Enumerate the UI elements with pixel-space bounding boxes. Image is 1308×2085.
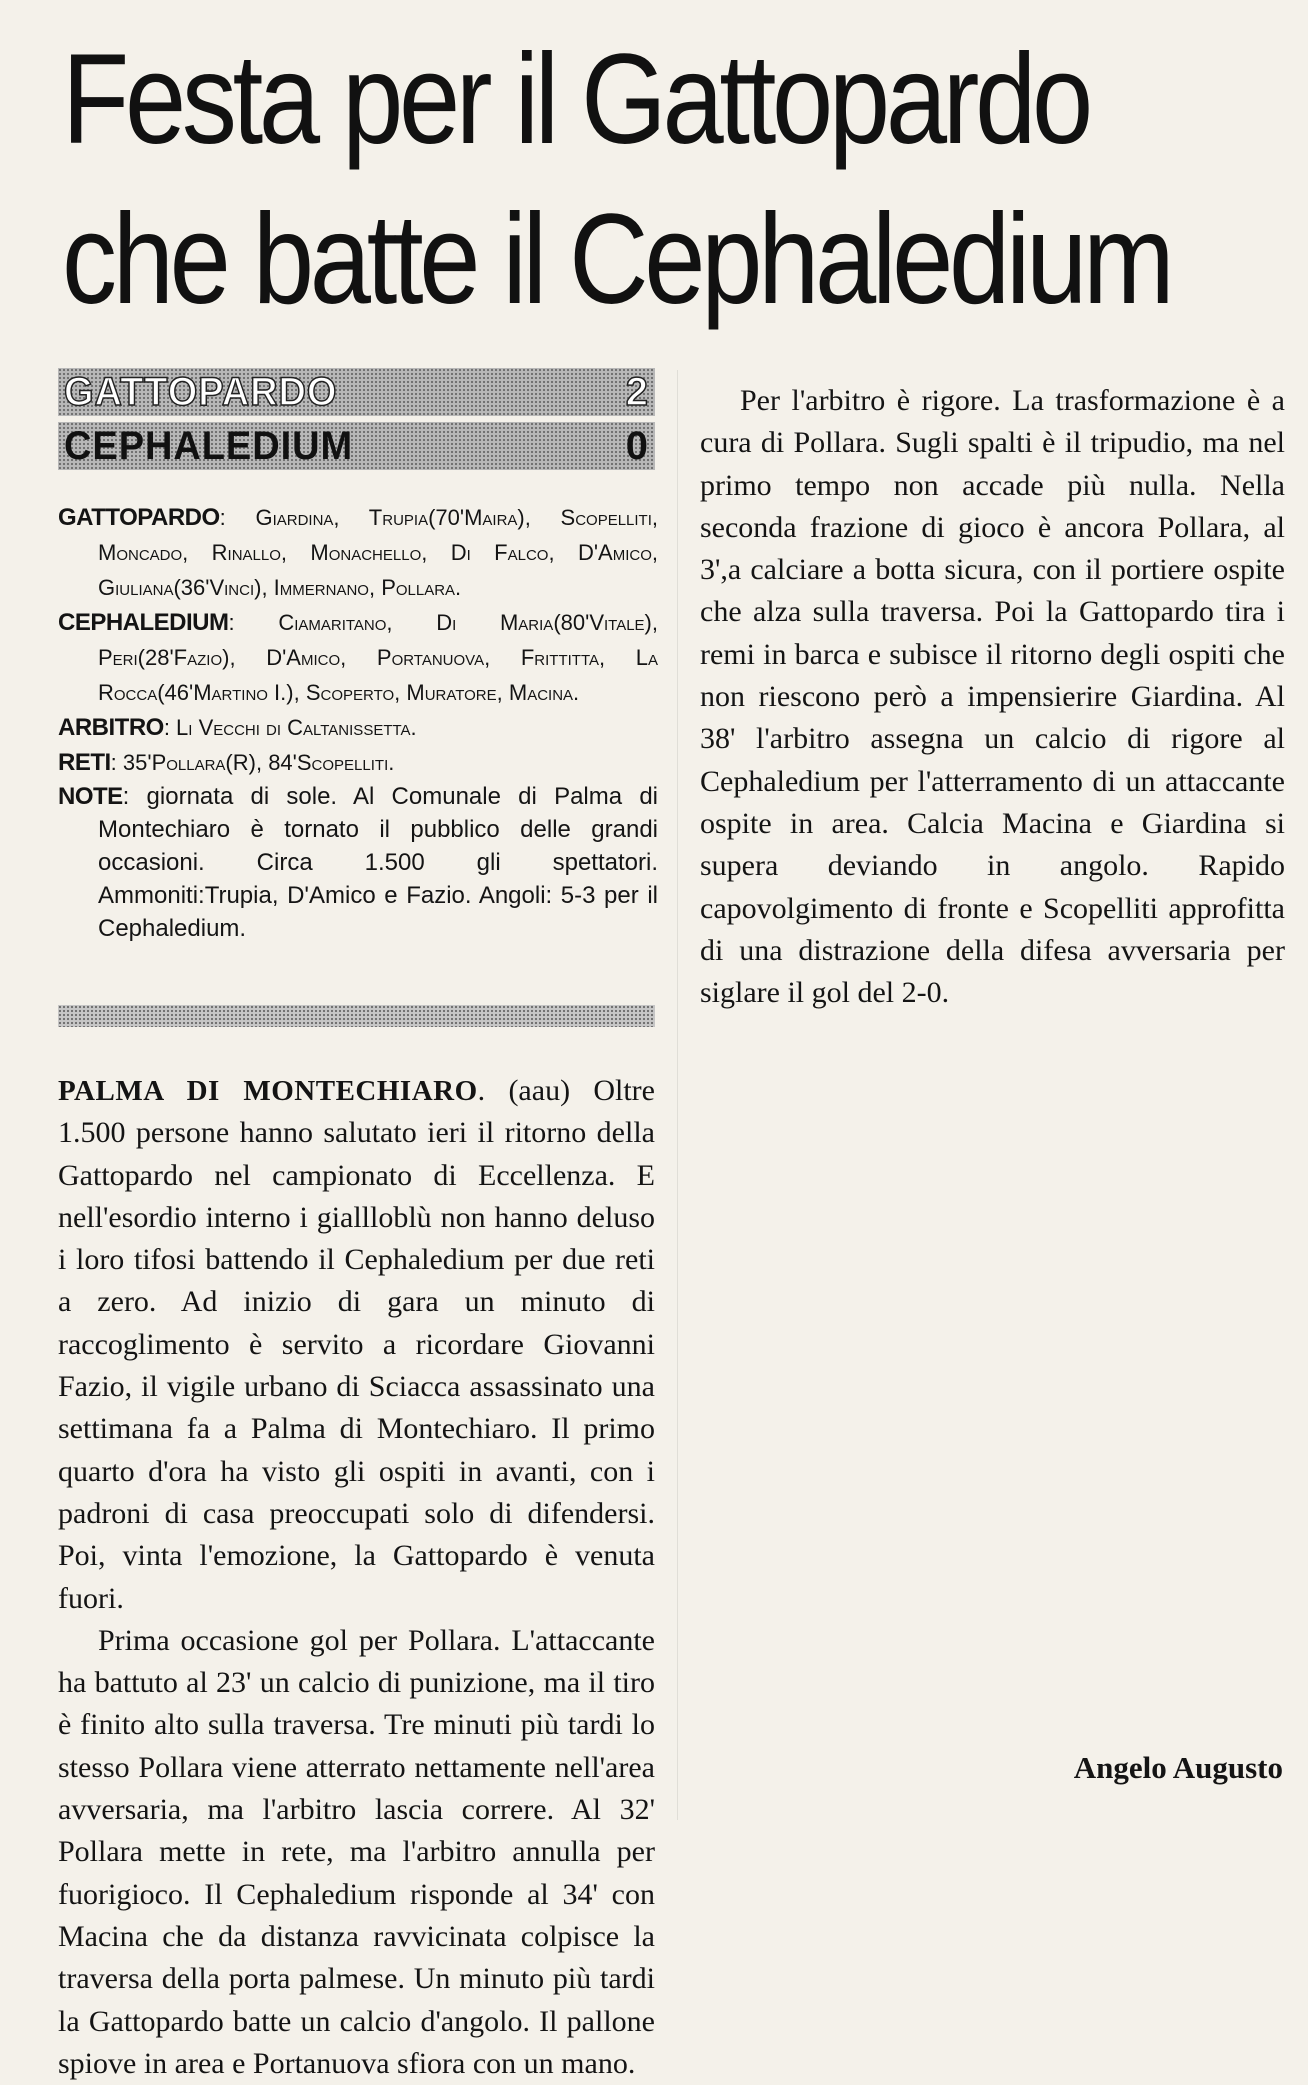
headline-line-1: Festa per il Gattopardo <box>62 28 1089 171</box>
article-paragraph-2: Prima occasione gol per Pollara. L'attaccante ha battuto al 23' un calcio di punizione, ma il tiro è finito alto sulla traversa. Tre minuti più tardi lo stesso Pollara viene atterrato nettamente nell'area avversaria, ma l'arbitro lascia correre. Al 32' Pollara mette in rete, ma l'arbitro annulla per fuorigioco. Il Cephaledium risponde al 34' con Macina che da distanza ravvicinata colpisce la traversa della porta palmese. Un minuto più tardi la Gattopardo batte un calcio d'angolo. Il pallone spiove in area e Portanuova sfiora con un mano. <box>58 1623 655 2080</box>
goals-list: : 35'Pollara(R), 84'Scopelliti. <box>110 750 395 775</box>
byline: Angelo Augusto <box>1073 1750 1283 1785</box>
scoreboard <box>58 368 655 476</box>
home-team-score: 2 <box>625 370 649 414</box>
scoreboard-away-row <box>58 422 655 470</box>
match-details <box>58 500 658 945</box>
referee-label: ARBITRO <box>58 714 164 741</box>
headline-line-2: che batte il Cephaledium <box>62 188 1171 331</box>
away-team-name: CEPHALEDIUM <box>64 424 354 468</box>
column-divider <box>677 370 678 1820</box>
article-column-left <box>58 1070 655 2085</box>
home-lineup <box>58 500 658 605</box>
notes-label: NOTE <box>58 783 123 810</box>
home-lineup-players: : Giardina, Trupia(70'Maira), Scopelliti, Moncado, Rinallo, Monachello, Di Falco, D'Amico, Giuliana(36'Vinci), Immernano, Pollara. <box>98 505 658 600</box>
away-lineup <box>58 605 658 710</box>
article-paragraph-3: Per l'arbitro è rigore. La trasformazione è a cura di Pollara. Sugli spalti è il tripudio, ma nel primo tempo non accade più nulla. Nella seconda frazione di gioco è ancora Pollara, al 3',a calciare a botta sicura, con il portiere ospite che alza sulla traversa. Poi la Gattopardo tira i remi in barca e subisce il ritorno degli ospiti che non riescono però a impensierire Giardina. Al 38' l'arbitro assegna un calcio di rigore al Cephaledium per l'atterramento di un attaccante ospite in area. Calcia Macina e Giardina si supera deviando in angolo. Rapido capovolgimento di fronte e Scopelliti approfitta di una distrazione della difesa avversaria per siglare il gol del 2-0. <box>700 384 1285 1010</box>
article-paragraph-1 <box>58 1070 655 1620</box>
scoreboard-home-row <box>58 368 655 416</box>
away-lineup-players: : Ciamaritano, Di Maria(80'Vitale), Peri(28'Fazio), D'Amico, Portanuova, Frittitta, La Rocca(46'Martino I.), Scoperto, Muratore, Macina. <box>98 610 658 705</box>
divider-bar <box>58 1005 655 1027</box>
goals-line <box>58 745 658 780</box>
notes-line <box>58 780 658 945</box>
article-paragraph-1-text: . (aau) Oltre 1.500 persone hanno salutato ieri il ritorno della Gattopardo nel campionato di Eccellenza. E nell'esordio interno i giallloblù non hanno deluso i loro tifosi battendo il Cephaledium per due reti a zero. Ad inizio di gara un minuto di raccoglimento è servito a ricordare Giovanni Fazio, il vigile urbano di Sciacca assassinato una settimana fa a Palma di Montechiaro. Il primo quarto d'ora ha visto gli ospiti in avanti, con i padroni di casa preoccupati solo di difendersi. Poi, vinta l'emozione, la Gattopardo è venuta fuori. <box>58 1074 655 1615</box>
home-lineup-label: GATTOPARDO <box>58 504 220 531</box>
headline <box>62 20 1171 340</box>
goals-label: RETI <box>58 749 111 776</box>
article-column-right <box>700 380 1285 1014</box>
referee-name: : Li Vecchi di Caltanissetta. <box>163 715 417 740</box>
referee-line <box>58 710 658 745</box>
away-lineup-label: CEPHALEDIUM <box>58 609 229 636</box>
home-team-name: GATTOPARDO <box>64 370 338 414</box>
notes-text: : giornata di sole. Al Comunale di Palma di Montechiaro è tornato il pubblico delle grandi occasioni. Circa 1.500 gli spettatori. Ammoniti:Trupia, D'Amico e Fazio. Angoli: 5-3 per il Cephaledium. <box>98 783 658 942</box>
dateline: PALMA DI MONTECHIARO <box>58 1075 478 1107</box>
away-team-score: 0 <box>625 424 649 468</box>
